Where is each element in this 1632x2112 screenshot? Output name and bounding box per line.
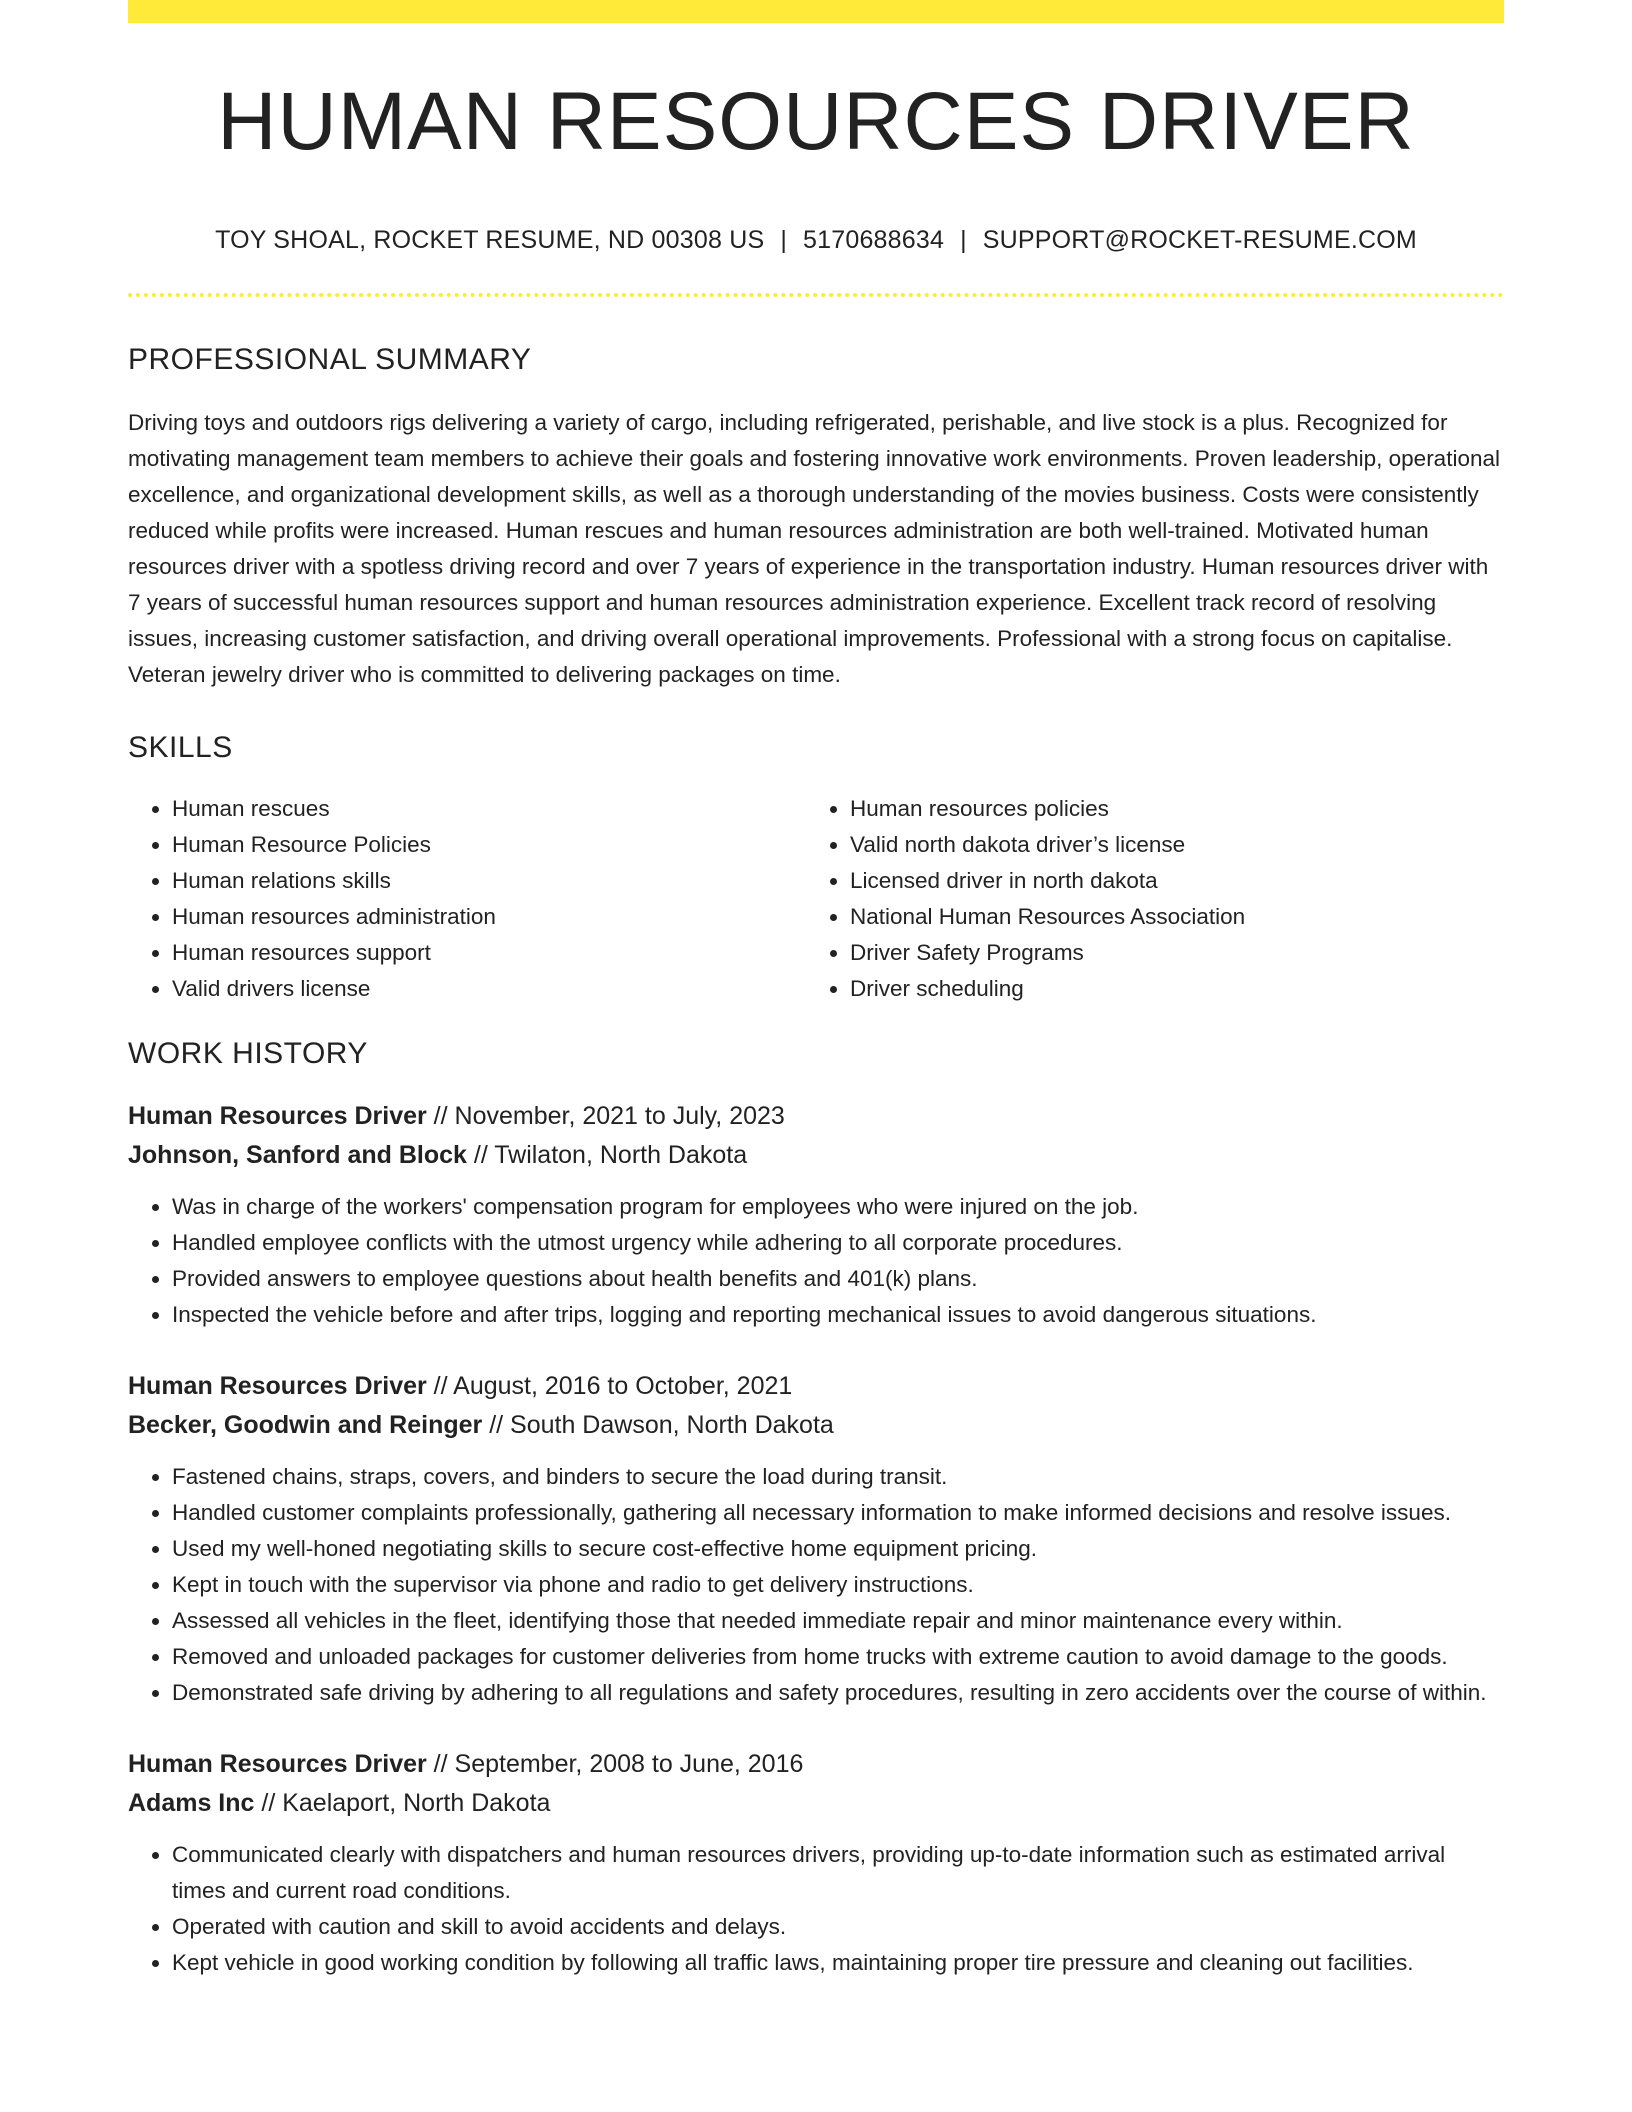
job-role: Human Resources Driver <box>128 1750 427 1778</box>
job-role-line <box>128 1367 1504 1406</box>
skill-item: • Driver scheduling <box>850 971 1484 1007</box>
skills-column-left <box>128 791 806 1007</box>
dotted-divider <box>128 293 1504 297</box>
skill-item: • Valid drivers license <box>172 971 806 1007</box>
duty-item: • Kept vehicle in good working condition by following all traffic laws, maintaining proper tire pressure and cleaning out facilities. <box>172 1945 1504 1981</box>
duty-item: • Kept in touch with the supervisor via phone and radio to get delivery instructions. <box>172 1567 1504 1603</box>
job-location: // Twilaton, North Dakota <box>466 1141 748 1169</box>
duty-item: • Operated with caution and skill to avoid accidents and delays. <box>172 1909 1504 1945</box>
skill-item: • Valid north dakota driver’s license <box>850 827 1484 863</box>
job-role-line <box>128 1097 1504 1136</box>
contact-separator: | <box>780 226 788 254</box>
duty-item: • Demonstrated safe driving by adhering to all regulations and safety procedures, resulting in zero accidents over the course of within. <box>172 1675 1504 1711</box>
job-company: Johnson, Sanford and Block <box>128 1141 467 1169</box>
job-duties <box>128 1459 1504 1711</box>
job-company: Adams Inc <box>128 1789 255 1817</box>
skills-heading: SKILLS <box>128 731 233 764</box>
job-entry <box>128 1367 1504 1711</box>
contact-line <box>128 226 1504 255</box>
duty-item: • Inspected the vehicle before and after trips, logging and reporting mechanical issues to avoid dangerous situations. <box>172 1297 1504 1333</box>
job-role: Human Resources Driver <box>128 1102 427 1130</box>
skill-item: • Human resources administration <box>172 899 806 935</box>
summary-heading: PROFESSIONAL SUMMARY <box>128 343 532 376</box>
resume-title: HUMAN RESOURCES DRIVER <box>217 76 1415 167</box>
job-role: Human Resources Driver <box>128 1372 427 1400</box>
duty-item: • Fastened chains, straps, covers, and binders to secure the load during transit. <box>172 1459 1504 1495</box>
skill-item: • Driver Safety Programs <box>850 935 1484 971</box>
skills-column-right <box>806 791 1484 1007</box>
job-duties <box>128 1189 1504 1333</box>
job-duties <box>128 1837 1504 1981</box>
duty-item: • Handled employee conflicts with the utmost urgency while adhering to all corporate procedures. <box>172 1225 1504 1261</box>
duty-item: • Provided answers to employee questions about health benefits and 401(k) plans. <box>172 1261 1504 1297</box>
top-accent-bar <box>128 0 1504 23</box>
skill-item: • Human resources support <box>172 935 806 971</box>
job-company-line <box>128 1136 1504 1175</box>
resume-page <box>128 0 1504 1981</box>
job-dates: // August, 2016 to October, 2021 <box>426 1372 793 1400</box>
duty-item: • Was in charge of the workers' compensation program for employees who were injured on the job. <box>172 1189 1504 1225</box>
skill-item: • Human resources policies <box>850 791 1484 827</box>
duty-item: • Used my well-honed negotiating skills to secure cost-effective home equipment pricing. <box>172 1531 1504 1567</box>
job-company: Becker, Goodwin and Reinger <box>128 1411 483 1439</box>
job-location: // Kaelaport, North Dakota <box>254 1789 551 1817</box>
job-company-line <box>128 1784 1504 1823</box>
job-role-line <box>128 1745 1504 1784</box>
job-dates: // September, 2008 to June, 2016 <box>426 1750 804 1778</box>
skills-list <box>128 791 1504 1007</box>
skill-item: • Human rescues <box>172 791 806 827</box>
duty-item: • Assessed all vehicles in the fleet, identifying those that needed immediate repair and minor maintenance every within. <box>172 1603 1504 1639</box>
skill-item: • Human relations skills <box>172 863 806 899</box>
contact-separator: | <box>960 226 967 254</box>
summary-text: Driving toys and outdoors rigs delivering a variety of cargo, including refrigerated, perishable, and live stock is a plus. Recognized for motivating management team members to achieve their goals and fostering innovative work environments. Proven leadership, operational excellence, and organizational development skills, as well as a thorough understanding of the movies business. Costs were consistently reduced while profits were increased. Human rescues and human resources administration are both well-trained. Motivated human resources driver with a spotless driving record and over 7 years of experience in the transportation industry. Human resources driver with 7 years of successful human resources support and human resources administration experience. Excellent track record of resolving issues, increasing customer satisfaction, and driving overall operational improvements. Professional with a strong focus on capitalise. Veteran jewelry driver who is committed to delivering packages on time. <box>128 410 1500 687</box>
duty-item: • Handled customer complaints professionally, gathering all necessary information to make informed decisions and resolve issues. <box>172 1495 1504 1531</box>
contact-address: TOY SHOAL, ROCKET RESUME, ND 00308 US <box>215 226 765 254</box>
job-company-line <box>128 1406 1504 1445</box>
job-location: // South Dawson, North Dakota <box>482 1411 834 1439</box>
skill-item: • Human Resource Policies <box>172 827 806 863</box>
work-history-heading: WORK HISTORY <box>128 1037 368 1070</box>
job-dates: // November, 2021 to July, 2023 <box>426 1102 785 1130</box>
job-entry <box>128 1097 1504 1333</box>
duty-item: • Communicated clearly with dispatchers and human resources drivers, providing up-to-date information such as estimated arrival times and current road conditions. <box>172 1837 1504 1909</box>
skill-item: • Licensed driver in north dakota <box>850 863 1484 899</box>
contact-phone: 5170688634 <box>803 226 945 254</box>
job-entry <box>128 1745 1504 1981</box>
contact-email: SUPPORT@ROCKET-RESUME.COM <box>982 226 1417 254</box>
skill-item: • National Human Resources Association <box>850 899 1484 935</box>
duty-item: • Removed and unloaded packages for customer deliveries from home trucks with extreme caution to avoid damage to the goods. <box>172 1639 1504 1675</box>
